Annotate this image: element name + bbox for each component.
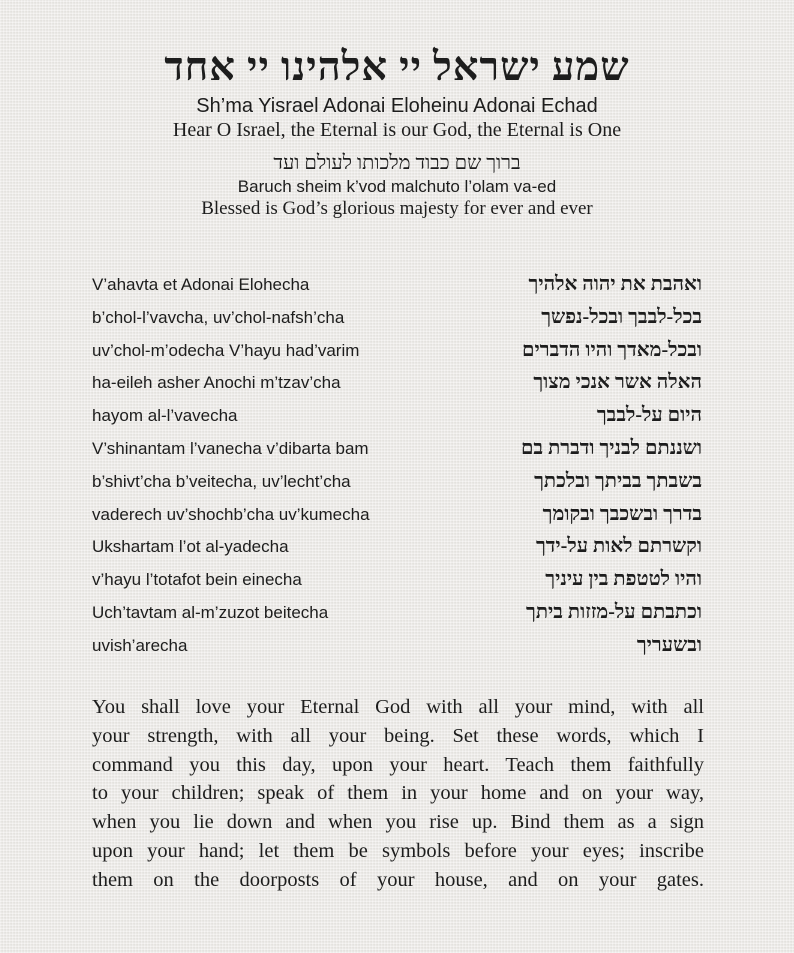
verse-hebrew: ושננתם לבניך ודברת בם xyxy=(520,436,702,459)
verse-row xyxy=(92,371,702,404)
verse-row xyxy=(92,404,702,437)
verse-hebrew: ואהבת את יהוה אלהיך xyxy=(528,273,702,295)
english-subtitle: Blessed is God’s glorious majesty for ever and ever xyxy=(201,198,593,219)
verse-transliteration: b’shivt’cha b’veitecha, uv’lecht’cha xyxy=(92,471,351,491)
prayer-header xyxy=(0,44,794,220)
verse-transliteration: uvish’arecha xyxy=(92,635,188,655)
verse-transliteration: vaderech uv’shochb’cha uv’kumecha xyxy=(92,504,370,524)
verse-lines xyxy=(92,273,702,667)
verse-transliteration: uv’chol-m’odecha V’hayu had’varim xyxy=(92,340,360,360)
verse-row xyxy=(92,634,702,667)
verse-transliteration: V’shinantam l’vanecha v’dibarta bam xyxy=(92,438,369,458)
verse-hebrew: וקשרתם לאות על-ידך xyxy=(535,535,702,558)
paragraph-line: when you lie down and when you rise up. Bind them as a sign xyxy=(92,811,704,834)
verse-hebrew: ובכל-מאדך והיו הדברים xyxy=(522,338,702,361)
verse-row xyxy=(92,306,702,339)
paragraph-line: upon your hand; let them be symbols before your eyes; inscribe xyxy=(92,839,704,862)
verse-hebrew: היום על-לבבך xyxy=(596,404,702,427)
verse-transliteration: Ukshartam l’ot al-yadecha xyxy=(92,537,289,557)
verse-hebrew: והיו לטטפת בין עיניך xyxy=(545,568,702,591)
verse-row xyxy=(92,470,702,503)
verse-row xyxy=(92,535,702,568)
verse-row xyxy=(92,601,702,634)
paragraph-line: command you this day, upon your heart. Teach them faithfully xyxy=(92,753,704,776)
verse-transliteration: b’chol-l’vavcha, uv’chol-nafsh’cha xyxy=(92,307,345,327)
verse-transliteration: hayom al-l’vavecha xyxy=(92,406,238,426)
verse-row xyxy=(92,273,702,306)
english-translation-paragraph xyxy=(92,693,704,895)
verse-row xyxy=(92,437,702,470)
verse-transliteration: V’ahavta et Adonai Elohecha xyxy=(92,275,310,294)
transliteration-title: Sh’ma Yisrael Adonai Eloheinu Adonai Echad xyxy=(196,95,598,117)
verse-hebrew: וכתבתם על-מזזות ביתך xyxy=(526,600,702,623)
verse-transliteration: ha-eileh asher Anochi m’tzav’cha xyxy=(92,373,341,393)
paragraph-line: to your children; speak of them in your home and on your way, xyxy=(92,782,704,805)
paragraph-line: them on the doorposts of your house, and on your gates. xyxy=(92,868,704,891)
hebrew-title: שמע ישראל יי אלהינו יי אחד xyxy=(164,44,630,89)
hebrew-subtitle: ברוך שם כבוד מלכותו לעולם ועד xyxy=(273,152,521,174)
verse-hebrew: בשבתך בביתך ובלכתך xyxy=(534,469,702,492)
verse-hebrew: בכל-לבבך ובכל-נפשך xyxy=(541,305,702,328)
verse-hebrew: בדרך ובשכבך ובקומך xyxy=(542,502,702,525)
transliteration-subtitle: Baruch sheim k’vod malchuto l’olam va-ed xyxy=(237,177,557,196)
verse-row xyxy=(92,339,702,372)
paragraph-line: You shall love your Eternal God with all your mind, with all xyxy=(92,696,704,718)
verse-transliteration: Uch’tavtam al-m’zuzot beitecha xyxy=(92,602,329,622)
verse-hebrew: ובשעריך xyxy=(636,633,702,656)
verse-row xyxy=(92,568,702,601)
english-title: Hear O Israel, the Eternal is our God, the Eternal is One xyxy=(172,119,622,141)
verse-hebrew: האלה אשר אנכי מצוך xyxy=(533,371,702,394)
verse-row xyxy=(92,503,702,536)
paragraph-line: your strength, with all your being. Set these words, which I xyxy=(92,724,704,747)
verse-transliteration: v’hayu l’totafot bein einecha xyxy=(92,570,302,590)
